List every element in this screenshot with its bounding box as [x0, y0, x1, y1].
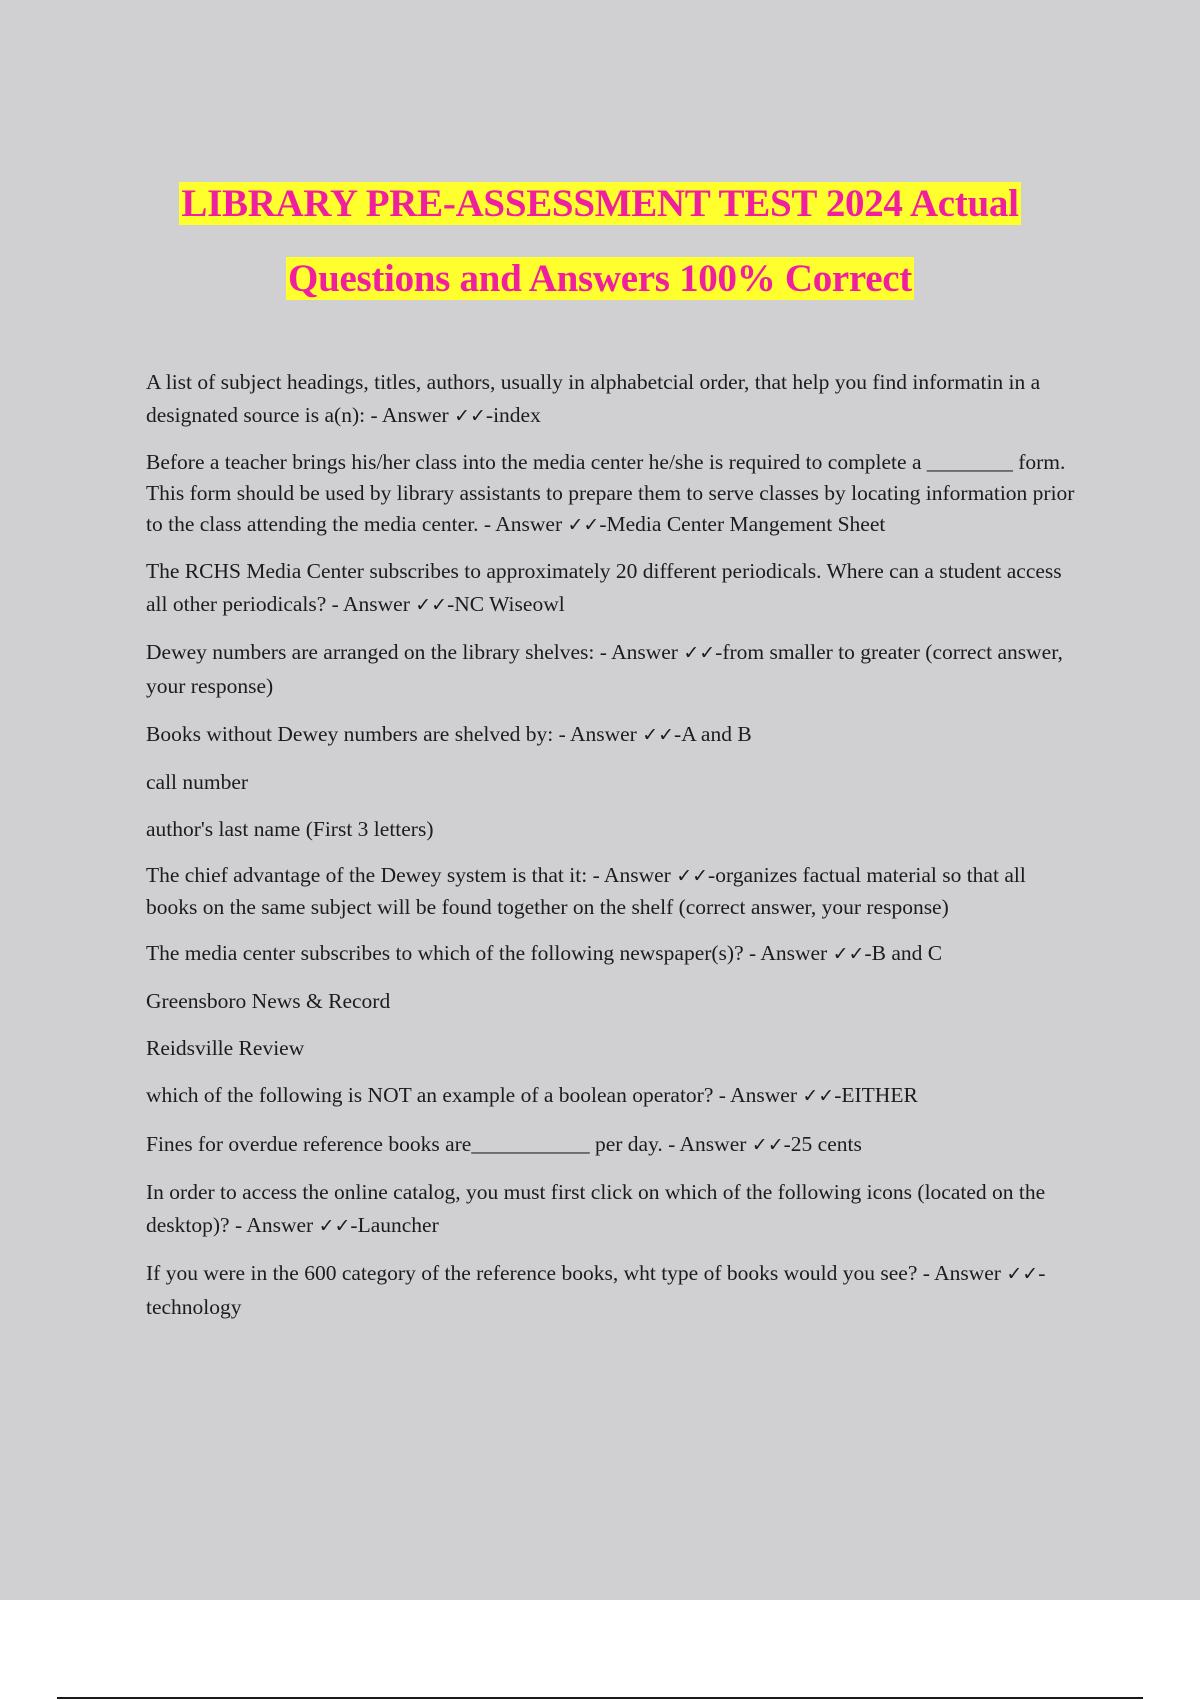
document-title: [0, 166, 1200, 316]
answer-option: call number: [146, 770, 249, 794]
answer-option: Reidsville Review: [146, 1036, 305, 1060]
question-text: A list of subject headings, titles, authors, usually in alphabetcial order, that help you find informatin in a designated source is a(n): - Answer: [146, 370, 1041, 427]
qa-item: [146, 636, 1076, 703]
question-text: In order to access the online catalog, you must first click on which of the following icons (located on the desktop)? - Answer: [146, 1180, 1046, 1237]
question-text: The RCHS Media Center subscribes to approximately 20 different periodicals. Where can a student access all other periodicals? - Answer: [146, 559, 1062, 616]
answer-text: -index: [485, 403, 541, 427]
qa-item: [146, 1079, 1076, 1113]
title-line-2: Questions and Answers 100% Correct: [288, 257, 912, 300]
qa-item: [146, 860, 1076, 923]
answer-text: -NC Wiseowl: [447, 592, 565, 616]
double-check-icon: ✓✓: [683, 642, 716, 664]
answer-text: -from smaller to greater (correct answer, your response): [146, 640, 1063, 698]
question-text: The chief advantage of the Dewey system is that it: - Answer: [146, 863, 677, 887]
qa-list: [146, 366, 1076, 1338]
question-text: Fines for overdue reference books are___________ per day. - Answer: [146, 1132, 752, 1156]
answer-option: author's last name (First 3 letters): [146, 817, 434, 841]
answer-text: -technology: [146, 1261, 1046, 1319]
answer-option: Greensboro News & Record: [146, 989, 391, 1013]
qa-item: [146, 555, 1076, 622]
double-check-icon: ✓✓: [1006, 1263, 1039, 1285]
question-text: Before a teacher brings his/her class into the media center he/she is required to complete a ________ form. This form should be used by library assistants to prepare them to serve classes by locating information prior to the class attending the media center. - Answer: [146, 450, 1075, 536]
qa-item: [146, 1257, 1076, 1324]
footer-rule: [57, 1697, 1143, 1699]
answer-text: -A and B: [674, 722, 752, 746]
answer-text: -organizes factual material so that all books on the same subject will be found together on the shelf (correct answer, your response): [146, 863, 1026, 919]
qa-item: [146, 1128, 1076, 1162]
double-check-icon: ✓✓: [415, 594, 448, 616]
qa-item: [146, 718, 1076, 752]
answer-text: -EITHER: [834, 1083, 918, 1107]
double-check-icon: ✓✓: [751, 1134, 784, 1156]
question-text: The media center subscribes to which of the following newspaper(s)? - Answer: [146, 941, 833, 965]
double-check-icon: ✓✓: [567, 514, 600, 536]
answer-text: -25 cents: [783, 1132, 862, 1156]
qa-item: [146, 937, 1076, 971]
double-check-icon: ✓✓: [642, 724, 675, 746]
question-text: Books without Dewey numbers are shelved by: - Answer: [146, 722, 643, 746]
answer-text: -Media Center Mangement Sheet: [599, 512, 886, 536]
answer-text: -Launcher: [350, 1213, 439, 1237]
qa-item: [146, 1176, 1076, 1243]
question-text: which of the following is NOT an example of a boolean operator? - Answer: [146, 1083, 803, 1107]
answer-text: -B and C: [864, 941, 943, 965]
double-check-icon: ✓✓: [802, 1085, 835, 1107]
double-check-icon: ✓✓: [454, 405, 486, 427]
double-check-icon: ✓✓: [832, 943, 865, 965]
qa-item: [146, 447, 1076, 541]
title-line-1: LIBRARY PRE-ASSESSMENT TEST 2024 Actual: [181, 182, 1019, 225]
double-check-icon: ✓✓: [318, 1215, 351, 1237]
qa-item: [146, 366, 1076, 433]
question-text: Dewey numbers are arranged on the library shelves: - Answer: [146, 640, 684, 664]
question-text: If you were in the 600 category of the reference books, wht type of books would you see? - Answer: [146, 1261, 1007, 1285]
double-check-icon: ✓✓: [676, 865, 709, 887]
